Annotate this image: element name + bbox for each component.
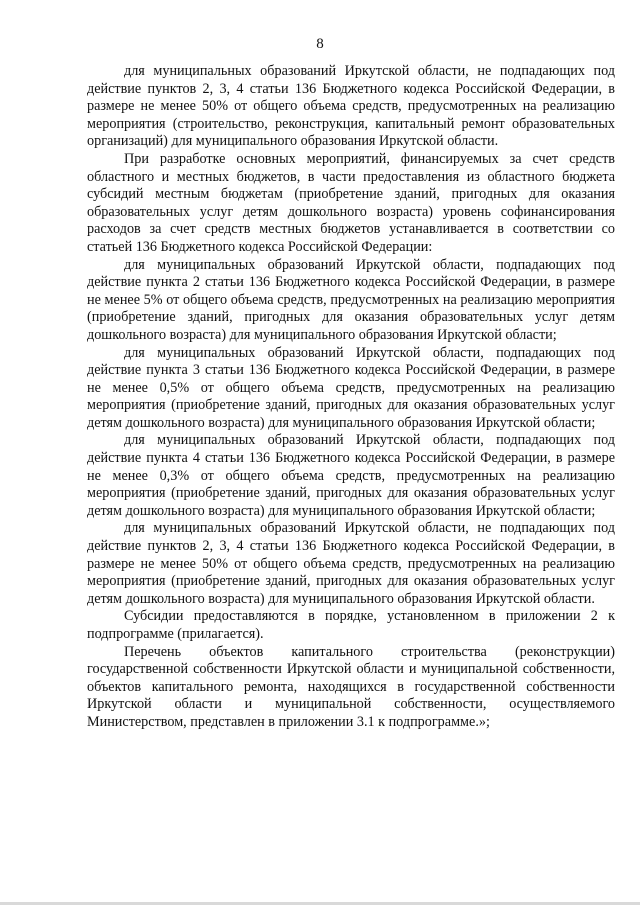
paragraph-point-3-rate: для муниципальных образований Иркутской области, подпадающих под действие пункта 3 статьи 136 Бюджетного кодекса Российской Федерации, в размере не менее 0,5% от общего объема средств, предусмотренных на реализацию мероприятия (приобретение зданий, пригодных для оказания образовательных услуг детям дошкольного возраста) для муниципального образования Иркутской области; <box>87 344 615 431</box>
paragraph-municipal-not-subject-construction: для муниципальных образований Иркутской области, не подпадающих под действие пунктов 2, 3, 4 статьи 136 Бюджетного кодекса Российской Федерации, в размере не менее 50% от общего объема средств, предусмотренных на реализацию мероприятия (строительство, реконструкция, капитальный ремонт образовательных организаций) для муниципального образования Иркутской области. <box>87 63 615 150</box>
paragraph-point-4-rate: для муниципальных образований Иркутской области, подпадающих под действие пункта 4 статьи 136 Бюджетного кодекса Российской Федерации, в размере не менее 0,3% от общего объема средств, предусмотренных на реализацию мероприятия (приобретение зданий, пригодных для оказания образовательных услуг детям дошкольного возраста) для муниципального образования Иркутской области; <box>87 432 615 519</box>
paragraph-subsidy-procedure: Субсидии предоставляются в порядке, установленном в приложении 2 к подпрограмме (прилагается). <box>87 608 615 642</box>
page-number: 8 <box>316 36 324 52</box>
document-body <box>87 63 615 732</box>
paragraph-not-subject-acquisition-rate: для муниципальных образований Иркутской области, не подпадающих под действие пунктов 2, 3, 4 статьи 136 Бюджетного кодекса Российской Федерации, в размере не менее 50% от общего объема средств, предусмотренных на реализацию мероприятия (приобретение зданий, пригодных для оказания образовательных услуг детям дошкольного возраста) для муниципального образования Иркутской области. <box>87 520 615 607</box>
paragraph-objects-list: Перечень объектов капитального строительства (реконструкции) государственной собственности Иркутской области и муниципальной собственности, объектов капитального ремонта, находящихся в государственной собственности Иркутской области и муниципальной собственности, осуществляемого Министерством, представлен в приложении 3.1 к подпрограмме.»; <box>87 643 615 730</box>
paragraph-cofinancing-intro: При разработке основных мероприятий, финансируемых за счет средств областного и местных бюджетов, в части предоставления из областного бюджета субсидий местным бюджетам (приобретение зданий, пригодных для оказания образовательных услуг детям дошкольного возраста) уровень софинансирования расходов за счет средств местных бюджетов устанавливается в соответствии со статьей 136 Бюджетного кодекса Российской Федерации: <box>87 150 615 255</box>
paragraph-point-2-rate: для муниципальных образований Иркутской области, подпадающих под действие пункта 2 статьи 136 Бюджетного кодекса Российской Федерации, в размере не менее 5% от общего объема средств, предусмотренных на реализацию мероприятия (приобретение зданий, пригодных для оказания образовательных услуг детям дошкольного возраста) для муниципального образования Иркутской области; <box>87 256 615 343</box>
